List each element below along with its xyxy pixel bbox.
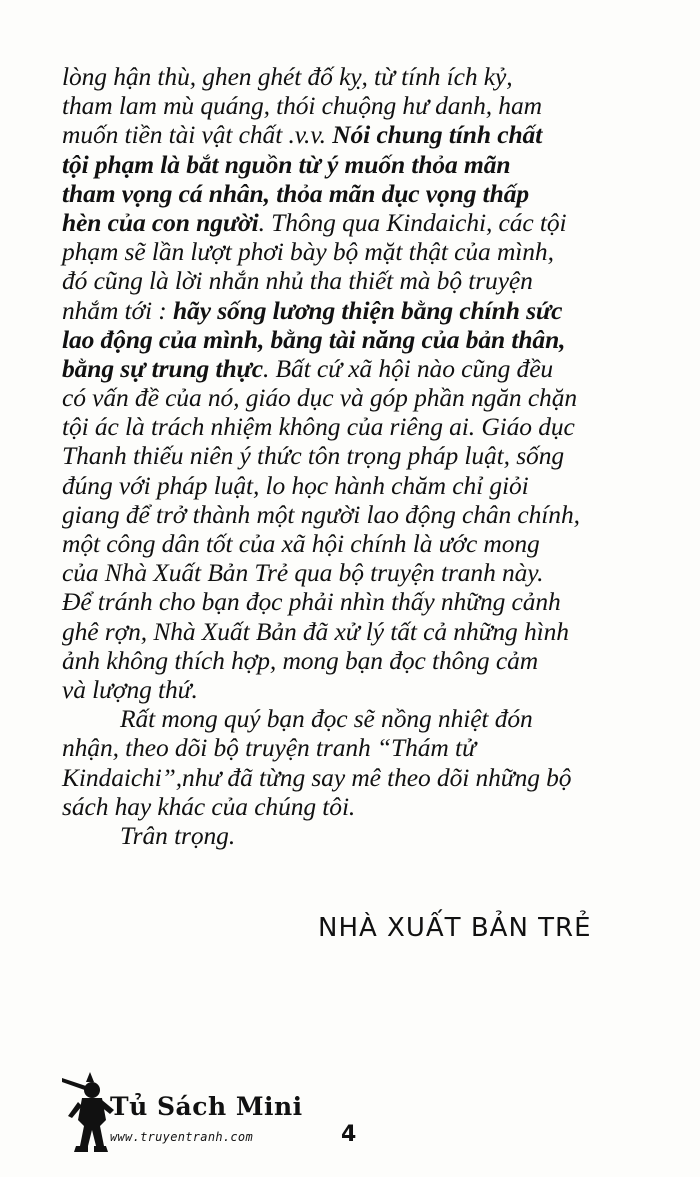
- publisher-signature: NHÀ XUẤT BẢN TRẺ: [318, 913, 592, 943]
- text-line: bằng sự trung thực. Bất cứ xã hội nào cũng đều: [62, 353, 554, 383]
- text-line: tội phạm là bắt nguồn từ ý muốn thỏa mãn: [62, 149, 511, 179]
- text-line: và lượng thứ.: [62, 674, 198, 704]
- ninja-figure-icon: [58, 1070, 118, 1160]
- text-line: tham vọng cá nhân, thỏa mãn dục vọng thấp: [62, 178, 530, 208]
- text-line: của Nhà Xuất Bản Trẻ qua bộ truyện tranh này.: [62, 558, 544, 588]
- text-line: ghê rợn, Nhà Xuất Bản đã xử lý tất cả những hình: [62, 616, 569, 646]
- text-line: Để tránh cho bạn đọc phải nhìn thấy những cảnh: [62, 587, 561, 617]
- text-line: lòng hận thù, ghen ghét đố kỵ, từ tính ích kỷ,: [62, 62, 513, 91]
- page-number: 4: [341, 1122, 357, 1147]
- emphasis-text: bằng sự trung thực: [62, 353, 263, 383]
- text-line: Rất mong quý bạn đọc sẽ nồng nhiệt đón: [120, 704, 533, 734]
- text-line: Thanh thiếu niên ý thức tôn trọng pháp luật, sống: [62, 441, 564, 471]
- text-line: nhắm tới : hãy sống lương thiện bằng chính sức: [62, 295, 563, 325]
- text-line: muốn tiền tài vật chất .v.v. Nói chung tính chất: [62, 120, 543, 150]
- text-line: đó cũng là lời nhắn nhủ tha thiết mà bộ truyện: [62, 266, 533, 296]
- emphasis-text: hèn của con người: [62, 207, 259, 237]
- text-line: nhận, theo dõi bộ truyện tranh “Thám tử: [62, 733, 476, 763]
- text-line: hèn của con người. Thông qua Kindaichi, các tội: [62, 207, 567, 237]
- text-line: tham lam mù quáng, thói chuộng hư danh, ham: [62, 91, 542, 121]
- emphasis-text: Nói chung tính chất: [332, 120, 543, 150]
- brand-logo: [58, 1070, 303, 1160]
- text-line: ảnh không thích hợp, mong bạn đọc thông cảm: [62, 645, 539, 675]
- closing-line: Trân trọng.: [120, 820, 236, 850]
- text-line: lao động của mình, bằng tài năng của bản thân,: [62, 324, 566, 354]
- text-line: có vấn đề của nó, giáo dục và góp phần ngăn chặn: [62, 383, 578, 413]
- brand-url: www.truyentranh.com: [110, 1130, 253, 1144]
- text-line: phạm sẽ lần lượt phơi bày bộ mặt thật của mình,: [62, 237, 554, 267]
- brand-title: Tủ Sách Mini: [110, 1092, 303, 1121]
- text-line: giang để trở thành một người lao động chân chính,: [62, 499, 580, 529]
- text-line: sách hay khác của chúng tôi.: [62, 791, 356, 821]
- emphasis-text: hãy sống lương thiện bằng chính sức: [172, 295, 563, 325]
- body-text: [62, 62, 650, 850]
- text-line: một công dân tốt của xã hội chính là ước mong: [62, 529, 540, 558]
- text-line: Kindaichi”,như đã từng say mê theo dõi những bộ: [62, 762, 572, 792]
- text-line: tội ác là trách nhiệm không của riêng ai. Giáo dục: [62, 412, 575, 442]
- text-line: đúng với pháp luật, lo học hành chăm chỉ giỏi: [62, 470, 529, 500]
